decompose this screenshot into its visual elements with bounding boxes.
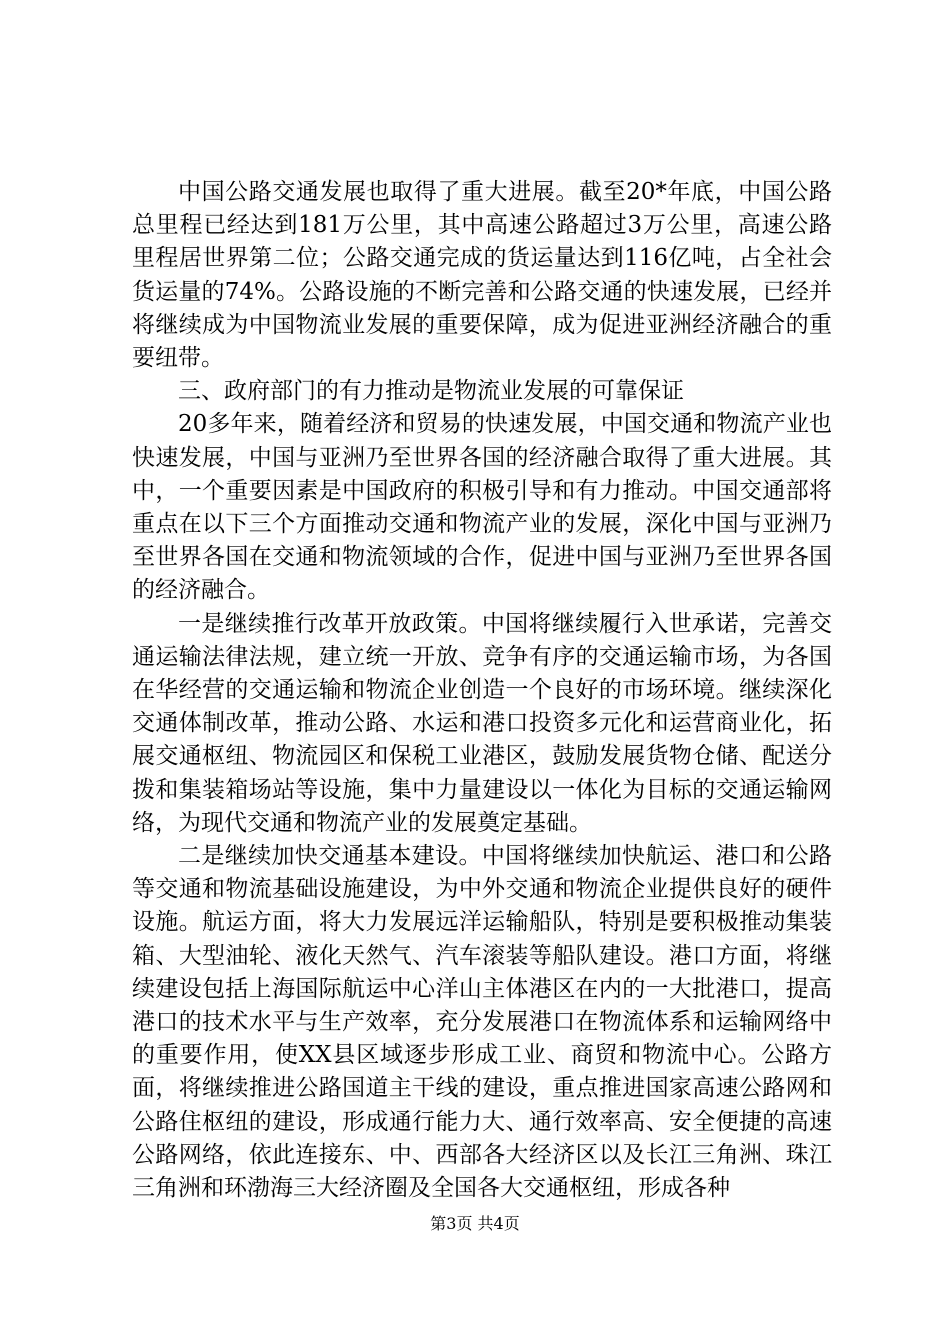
paragraph-highway-progress: 中国公路交通发展也取得了重大进展。截至20*年底，中国公路总里程已经达到181万公里，其中高速公路超过3万公里，高速公路里程居世界第二位；公路交通完成的货运量达到116亿吨，占全社会货运量的74%。公路设施的不断完善和公路交通的快速发展，已经并将继续成为中国物流业发展的重要保障，成为促进亚洲经济融合的重要纽带。 [132, 179, 832, 372]
paragraph-infrastructure: 二是继续加快交通基本建设。中国将继续加快航运、港口和公路等交通和物流基础设施建设，为中外交通和物流企业提供良好的硬件设施。航运方面，将大力发展远洋运输船队，特别是要积极推动集装箱、大型油轮、液化天然气、汽车滚装等船队建设。港口方面，将继续建设包括上海国际航运中心洋山主体港区在内的一大批港口，提高港口的技术水平与生产效率，充分发展港口在物流体系和运输网络中的重要作用，使XX县区域逐步形成工业、商贸和物流中心。公路方面，将继续推进公路国道主干线的建设，重点推进国家高速公路网和公路住枢纽的建设，形成通行能力大、通行效率高、安全便捷的高速公路网络，依此连接东、中、西部各大经济区以及长江三角洲、珠江三角洲和环渤海三大经济圈及全国各大交通枢纽，形成各种 [132, 843, 832, 1202]
paragraph-reform-policy: 一是继续推行改革开放政策。中国将继续履行入世承诺，完善交通运输法律法规，建立统一开放、竞争有序的交通运输市场，为各国在华经营的交通运输和物流企业创造一个良好的市场环境。继续深化交通体制改革，推动公路、水运和港口投资多元化和运营商业化，拓展交通枢纽、物流园区和保税工业港区，鼓励发展货物仓储、配送分拨和集装箱场站等设施，集中力量建设以一体化为目标的交通运输网络，为现代交通和物流产业的发展奠定基础。 [132, 610, 832, 836]
paragraph-twenty-years: 20多年来，随着经济和贸易的快速发展，中国交通和物流产业也快速发展，中国与亚洲乃至世界各国的经济融合取得了重大进展。其中，一个重要因素是中国政府的积极引导和有力推动。中国交通部将重点在以下三个方面推动交通和物流产业的发展，深化中国与亚洲乃至世界各国在交通和物流领域的合作，促进中国与亚洲乃至世界各国的经济融合。 [132, 411, 832, 604]
document-body [132, 176, 832, 1205]
section-heading-government: 三、政府部门的有力推动是物流业发展的可靠保证 [178, 378, 684, 405]
page-footer: 第3页 共4页 [430, 1214, 520, 1233]
